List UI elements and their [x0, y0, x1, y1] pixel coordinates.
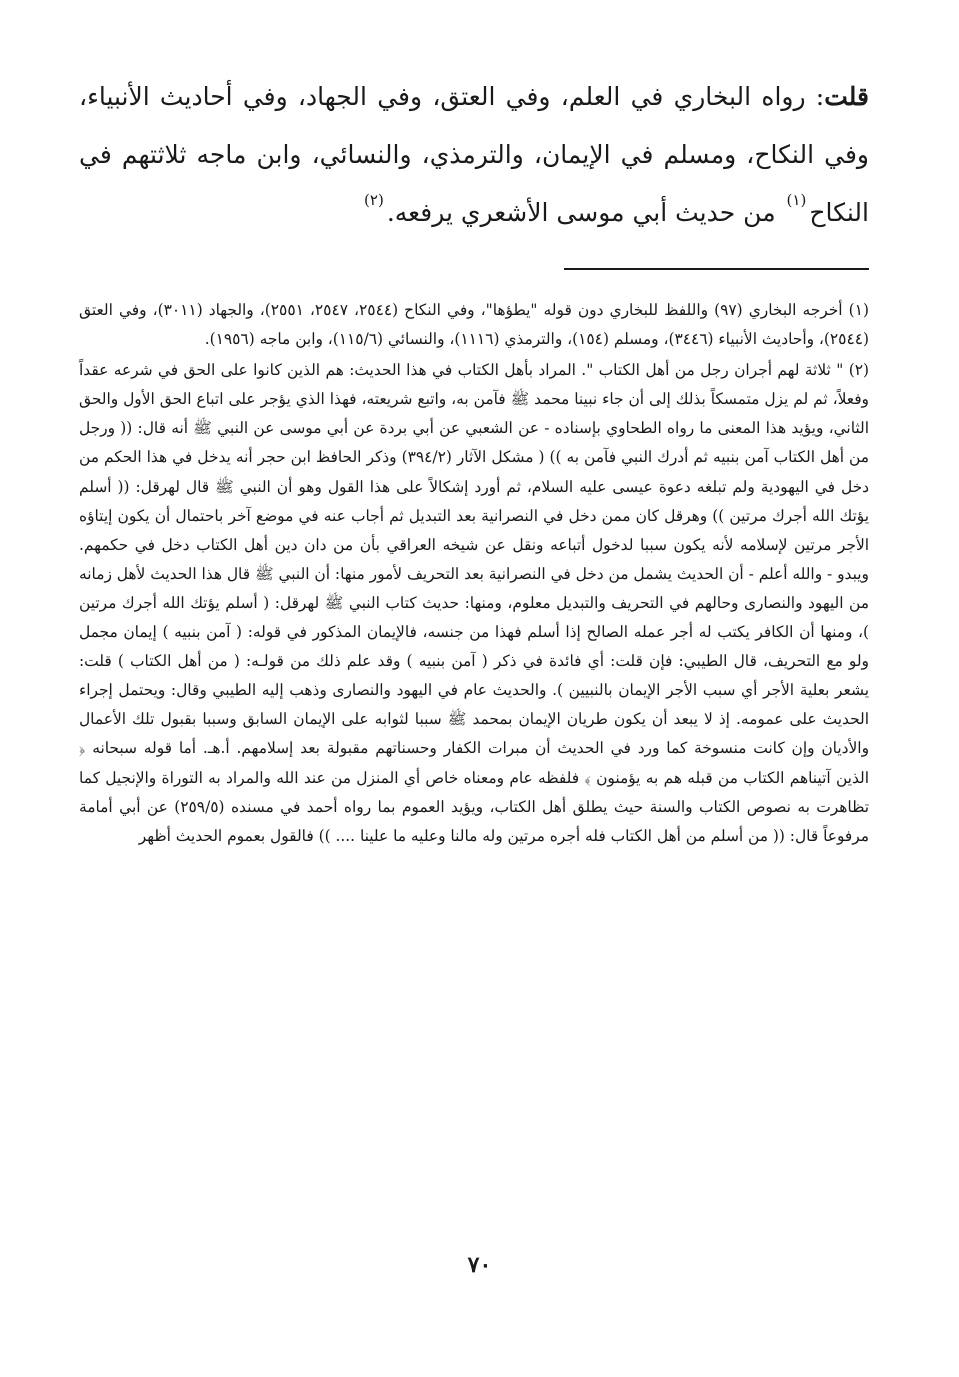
footnote-ref-2: (٢)	[364, 191, 384, 209]
main-body: : رواه البخاري في العلم، وفي العتق، وفي الجهاد، وفي أحاديث الأنبياء، وفي النكاح، ومسلم في الإيمان، والترمذي، والنسائي، وابن ماجه ثلاثتهم في النكاح	[79, 82, 869, 227]
footnote-1	[79, 296, 869, 354]
footnote-divider	[564, 268, 869, 270]
footnote-text: أخرجه البخاري (٩٧) واللفظ للبخاري دون قوله "يطؤها"، وفي النكاح (٢٥٤٤، ٢٥٤٧، ٢٥٥١)، والجهاد (٣٠١١)، وفي العتق (٢٥٤٤)، وأحاديث الأنبياء (٣٤٤٦)، ومسلم (١٥٤)، والترمذي (١١١٦)، والنسائي (١١٥/٦)، وابن ماجه (١٩٥٦).	[79, 301, 869, 349]
footnote-ref-1: (١)	[786, 191, 807, 209]
lead-word: قلت	[824, 82, 869, 111]
footnote-text: " ثلاثة لهم أجران رجل من أهل الكتاب ". المراد بأهل الكتاب في هذا الحديث: هم الذين كانوا على الحق في شرعه عقداً وفعلاً، ثم لم يزل متمسكاً بذلك إلى أن جاء نبينا محمد ﷺ فآمن به، واتبع شريعته، فهذا الذي يؤجر على اتباع الحق الأول والحق الثاني، ويؤيد هذا المعنى ما رواه الطحاوي بإسناده - عن الشعبي عن أبي بردة عن أبي موسى عن النبي ﷺ أنه قال: (( ورجل من أهل الكتاب آمن بنبيه ثم أدرك النبي فآمن به )) ( مشكل الآثار (٣٩٤/٢) وذكر الحافظ ابن حجر أنه يدخل في هذا الحكم من دخل في اليهودية ولم تبلغه دعوة عيسى عليه السلام، ثم أورد إشكالاً على هذا القول وهو أن النبي ﷺ قال لهرقل: (( أسلم يؤتك الله أجرك مرتين )) وهرقل كان ممن دخل في النصرانية بعد التبديل ثم أجاب عنه في موضع آخر باحتمال أن يكون إيتاؤه الأجر مرتين لإسلامه لأنه يكون سببا لدخول أتباعه ونقل عن شيخه العراقي بأن من دان دين أهل الكتاب دخل في حكمهم. ويبدو - والله أعلم - أن الحديث يشمل من دخل في النصرانية بعد التحريف لأمور منها: أن النبي ﷺ قال هذا الحديث لأهل زمانه من اليهود والنصارى وحالهم في التحريف والتبديل معلوم، ومنها: حديث كتاب النبي ﷺ لهرقل: ( أسلم يؤتك الله أجرك مرتين )، ومنها أن الكافر يكتب له أجر عمله الصالح إذا أسلم فهذا من جنسه، فالإيمان المذكور في قوله: ( آمن بنبيه ) إيمان مجمل ولو مع التحريف، قال الطيبي: فإن قلت: أي فائدة في ذكر ( آمن بنبيه ) وقد علم ذلك من قولـه: ( من أهل الكتاب ) قلت: يشعر بعلية الأجر أي سبب الأجر الإيمان بالنبيين ). والحديث عام في اليهود والنصارى وذهب إليه الطيبي وقال: ويحتمل إجراء الحديث على عمومه. إذ لا يبعد أن يكون طريان الإيمان بمحمد ﷺ سببا لثوابه على الإيمان السابق وسببا بقبول تلك الأعمال والأديان وإن كانت منسوخة كما ورد في الحديث أن مبرات الكفار وحسناتهم مقبولة بعد إسلامهم. أ.هـ. أما قوله سبحانه ﴿ الذين آتيناهم الكتاب من قبله هم به يؤمنون ﴾ فلفظه عام ومعناه خاص أي المنزل من عند الله والمراد به التوراة والإنجيل كما تظاهرت به نصوص الكتاب والسنة حيث يطلق أهل الكتاب، ويؤيد العموم بما رواه أحمد في مسنده (٢٥٩/٥) عن أبي أمامة مرفوعاً قال: (( من أسلم من أهل الكتاب فله أجره مرتين وله مالنا وعليه ما علينا .... )) فالقول بعموم الحديث أظهر	[78, 361, 870, 845]
main-body-continued: من حديث أبي موسى الأشعري يرفعه.	[386, 198, 784, 227]
page-number: ٧٠	[467, 1252, 492, 1278]
footnote-2	[79, 356, 869, 851]
footnote-number: (٢)	[848, 361, 869, 380]
main-paragraph	[79, 68, 869, 242]
footnote-number: (١)	[848, 301, 869, 319]
footnotes-section	[79, 296, 869, 851]
